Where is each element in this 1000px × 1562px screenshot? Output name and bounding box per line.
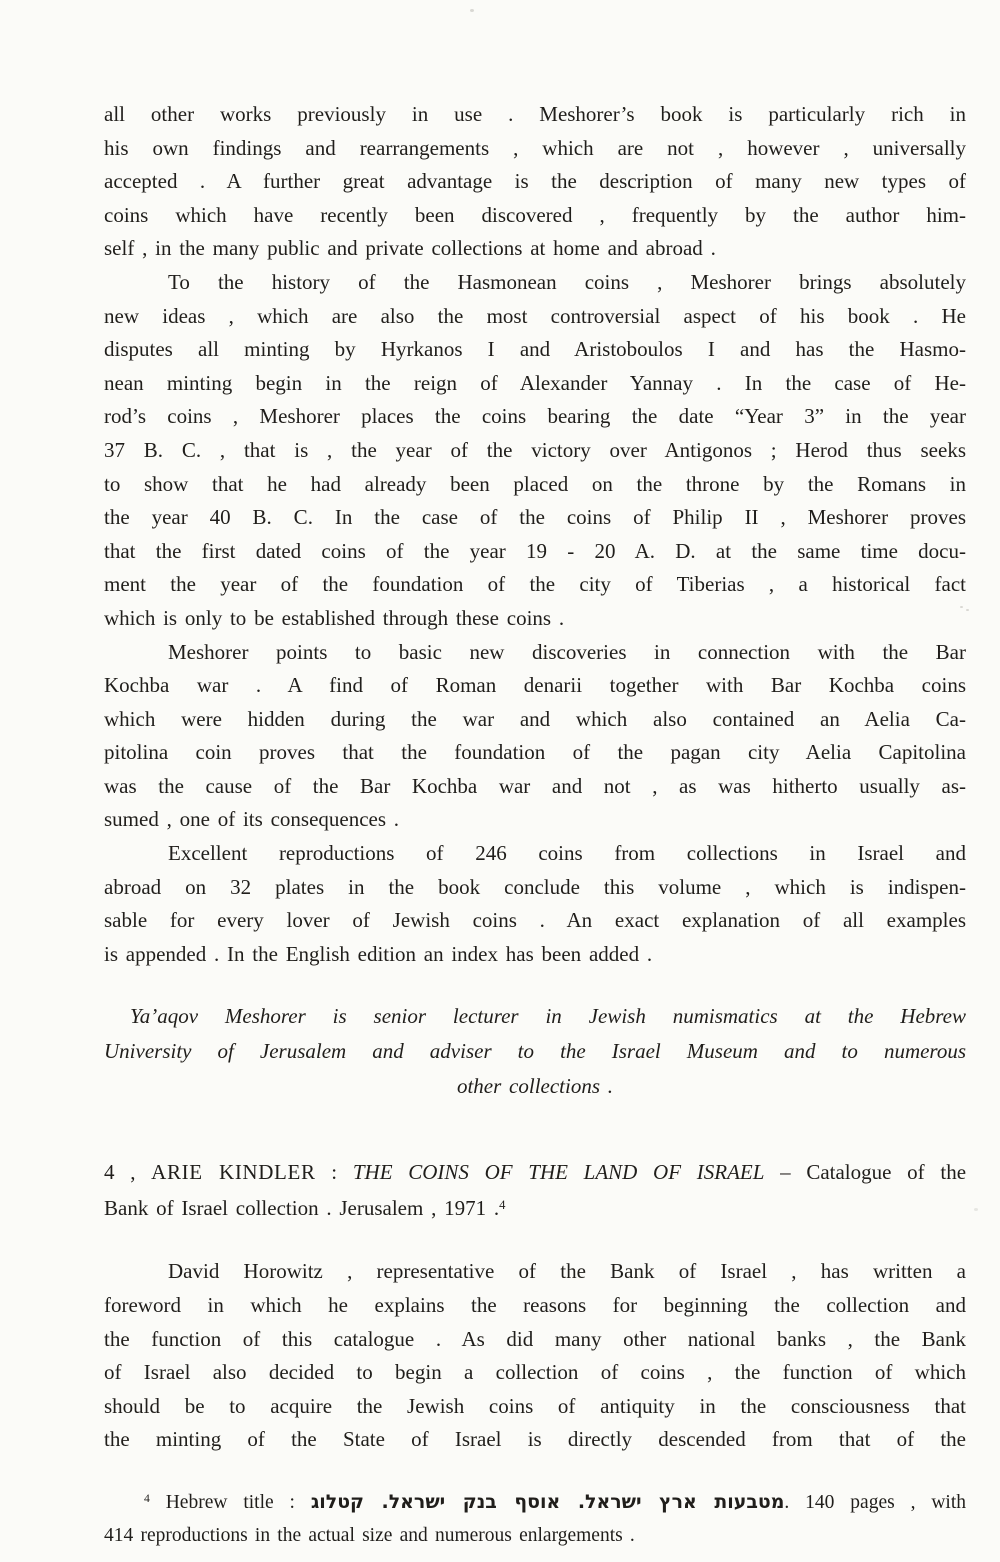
text-segment: 4 , [104, 1160, 152, 1185]
paragraph [104, 1255, 966, 1457]
paragraph [104, 837, 966, 971]
text-line [104, 871, 966, 905]
text-segment: sable for every lover of Jewish coins . An exact explanation of all examples [104, 908, 966, 933]
text-segment: Excellent reproductions of 246 coins from collections in Israel and [168, 841, 966, 866]
text-line [104, 1034, 966, 1069]
text-segment: ment the year of the foundation of the city of Tiberias , a historical fact [104, 572, 966, 597]
text-line [104, 1323, 966, 1357]
text-line [104, 300, 966, 334]
hebrew-title-text: מטבעות ארץ ישראל. אוסף בנק ישראל. קטלוג [310, 1491, 785, 1513]
text-line [104, 98, 966, 132]
text-line [104, 770, 966, 804]
text-segment: rod’s coins , Meshorer places the coins bearing the date “Year 3” in the year [104, 404, 966, 429]
text-segment: David Horowitz , representative of the Bank of Israel , has written a [168, 1259, 966, 1284]
text-segment: is appended . In the English edition an index has been added . [104, 941, 653, 966]
text-line [104, 1154, 966, 1190]
text-segment: University of Jerusalem and adviser to the Israel Museum and to numerous [104, 1039, 966, 1064]
text-segment: that the first dated coins of the year 19 - 20 A. D. at the same time docu- [104, 538, 966, 563]
text-segment: self , in the many public and private collections at home and abroad . [104, 236, 716, 261]
text-segment: sumed , one of its consequences . [104, 807, 400, 832]
text-line [104, 703, 966, 737]
text-segment: new ideas , which are also the most controversial aspect of his book . He [104, 303, 966, 328]
text-segment: . 140 pages , with [784, 1492, 966, 1513]
text-line [104, 1190, 966, 1229]
scan-speck [470, 9, 474, 12]
text-line [104, 1390, 966, 1424]
text-line [104, 568, 966, 602]
text-segment: disputes all minting by Hyrkanos I and Aristoboulos I and has the Hasmo- [104, 337, 966, 362]
text-segment: Bank of Israel collection . Jerusalem , 1971 . [104, 1196, 500, 1221]
author-bio [104, 999, 966, 1104]
text-segment: all other works previously in use . Meshorer’s book is particularly rich in [104, 102, 966, 126]
text-segment: should be to acquire the Jewish coins of antiquity in the consciousness that [104, 1393, 966, 1418]
text-segment: foreword in which he explains the reasons for beginning the collection and [104, 1293, 966, 1318]
text-segment: To the history of the Hasmonean coins , Meshorer brings absolutely [168, 269, 966, 294]
text-segment: to show that he had already been placed on the throne by the Romans in [104, 471, 966, 496]
text-line [104, 1487, 966, 1520]
scan-speck [974, 1208, 978, 1211]
text-line [104, 602, 966, 636]
text-line [104, 837, 966, 871]
footnote [104, 1487, 966, 1551]
text-segment: Kochba war . A find of Roman denarii together with Bar Kochba coins [104, 673, 966, 698]
text-segment: the year 40 B. C. In the case of the coins of Philip II , Meshorer proves [104, 505, 966, 530]
text-segment: nean minting begin in the reign of Alexander Yannay . In the case of He- [104, 370, 966, 395]
text-line [104, 938, 966, 972]
text-segment: which is only to be established through these coins . [104, 605, 565, 630]
text-line [104, 434, 966, 468]
text-line [104, 1520, 966, 1551]
paragraph [104, 636, 966, 838]
text-segment: 37 B. C. , that is , the year of the victory over Antigonos ; Herod thus seeks [104, 437, 966, 462]
entry-heading [104, 1154, 966, 1229]
text-line [104, 1423, 966, 1457]
text-line [104, 266, 966, 300]
paragraph [104, 98, 966, 266]
text-segment: : [315, 1160, 353, 1185]
text-line [104, 165, 966, 199]
text-segment: the function of this catalogue . As did many other national banks , the Bank [104, 1326, 966, 1351]
text-line [104, 333, 966, 367]
text-line [104, 1069, 966, 1104]
text-segment: of Israel also decided to begin a collection of coins , the function of which [104, 1360, 966, 1385]
text-line [104, 1289, 966, 1323]
text-line [104, 232, 966, 266]
text-line [104, 199, 966, 233]
text-line [104, 1255, 966, 1289]
text-segment: pitolina coin proves that the foundation of the pagan city Aelia Capitolina [104, 740, 966, 765]
text-line [104, 132, 966, 166]
text-segment: was the cause of the Bar Kochba war and not , as was hitherto usually as- [104, 773, 966, 798]
scan-speck [966, 609, 969, 611]
scan-speck [960, 606, 963, 608]
paragraph [104, 266, 966, 636]
text-segment: abroad on 32 plates in the book conclude this volume , which is indispen- [104, 874, 966, 899]
text-segment: Ya’aqov Meshorer is senior lecturer in Jewish numismatics at the Hebrew [130, 1004, 966, 1029]
text-segment: 414 reproductions in the actual size and numerous enlargements . [104, 1525, 635, 1546]
text-column [104, 98, 966, 1551]
text-line [104, 400, 966, 434]
text-line [104, 636, 966, 670]
text-segment: – [764, 1160, 807, 1185]
caps-segment: ARIE KINDLER [151, 1160, 316, 1185]
superscript-reference: 4 [499, 1198, 506, 1213]
text-line [104, 999, 966, 1034]
text-line [104, 535, 966, 569]
superscript-reference: 4 [144, 1492, 150, 1506]
text-line [104, 1356, 966, 1390]
italic-segment: THE COINS OF THE LAND OF ISRAEL [352, 1160, 765, 1185]
text-line [104, 501, 966, 535]
text-segment: accepted . A further great advantage is the description of many new types of [104, 169, 966, 194]
text-segment: coins which have recently been discovered , frequently by the author him- [104, 202, 966, 227]
text-line [104, 904, 966, 938]
text-segment: his own findings and rearrangements , which are not , however , universally [104, 135, 966, 160]
text-line [104, 669, 966, 703]
text-segment: other collections . [456, 1074, 614, 1099]
text-segment: Meshorer points to basic new discoveries in connection with the Bar [168, 639, 966, 664]
text-segment: Hebrew title : [149, 1492, 311, 1513]
text-line [104, 803, 966, 837]
text-segment: which were hidden during the war and which also contained an Aelia Ca- [104, 706, 966, 731]
text-line [104, 468, 966, 502]
text-line [104, 736, 966, 770]
text-segment: the minting of the State of Israel is directly descended from that of the [104, 1427, 966, 1452]
text-line [104, 367, 966, 401]
text-segment: Catalogue of the [806, 1160, 967, 1185]
